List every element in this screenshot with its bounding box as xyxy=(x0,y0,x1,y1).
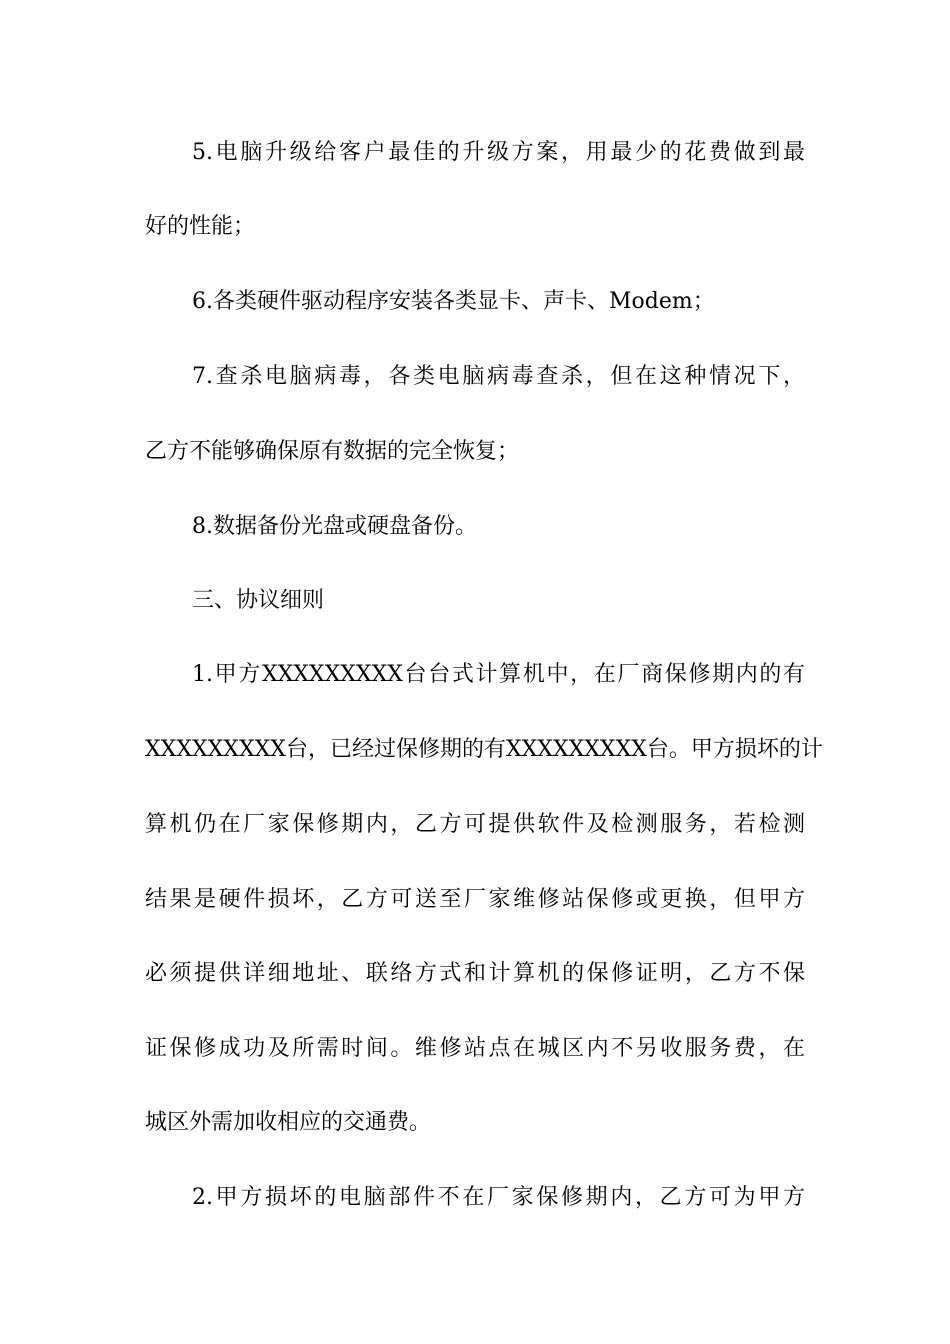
paragraph-line: 结果是硬件损坏，乙方可送至厂家维修站保修或更换，但甲方 xyxy=(145,887,805,912)
paragraph-line: 证保修成功及所需时间。维修站点在城区内不另收服务费，在 xyxy=(145,1036,805,1061)
paragraph-line: 1.甲方XXXXXXXXX台台式计算机中，在厂商保修期内的有 xyxy=(192,662,805,687)
paragraph-line: 城区外需加收相应的交通费。 xyxy=(145,1110,432,1135)
section-heading: 三、协议细则 xyxy=(192,588,325,613)
paragraph-line: 算机仍在厂家保修期内，乙方可提供软件及检测服务，若检测 xyxy=(145,812,805,837)
paragraph-line: 2.甲方损坏的电脑部件不在厂家保修期内，乙方可为甲方 xyxy=(192,1185,805,1210)
paragraph-line: 8.数据备份光盘或硬盘备份。 xyxy=(192,514,477,539)
paragraph-line: XXXXXXXXX台，已经过保修期的有XXXXXXXXX台。甲方损坏的计 xyxy=(145,737,823,762)
paragraph-line: 7.查杀电脑病毒，各类电脑病毒查杀，但在这种情况下， xyxy=(192,364,805,389)
paragraph-line: 好的性能； xyxy=(145,214,256,239)
paragraph-line: 5.电脑升级给客户最佳的升级方案，用最少的花费做到最 xyxy=(192,140,805,165)
paragraph-line: 6.各类硬件驱动程序安装各类显卡、声卡、Modem； xyxy=(192,289,715,314)
paragraph-line: 必须提供详细地址、联络方式和计算机的保修证明，乙方不保 xyxy=(145,961,805,986)
paragraph-line: 乙方不能够确保原有数据的完全恢复； xyxy=(145,439,520,464)
